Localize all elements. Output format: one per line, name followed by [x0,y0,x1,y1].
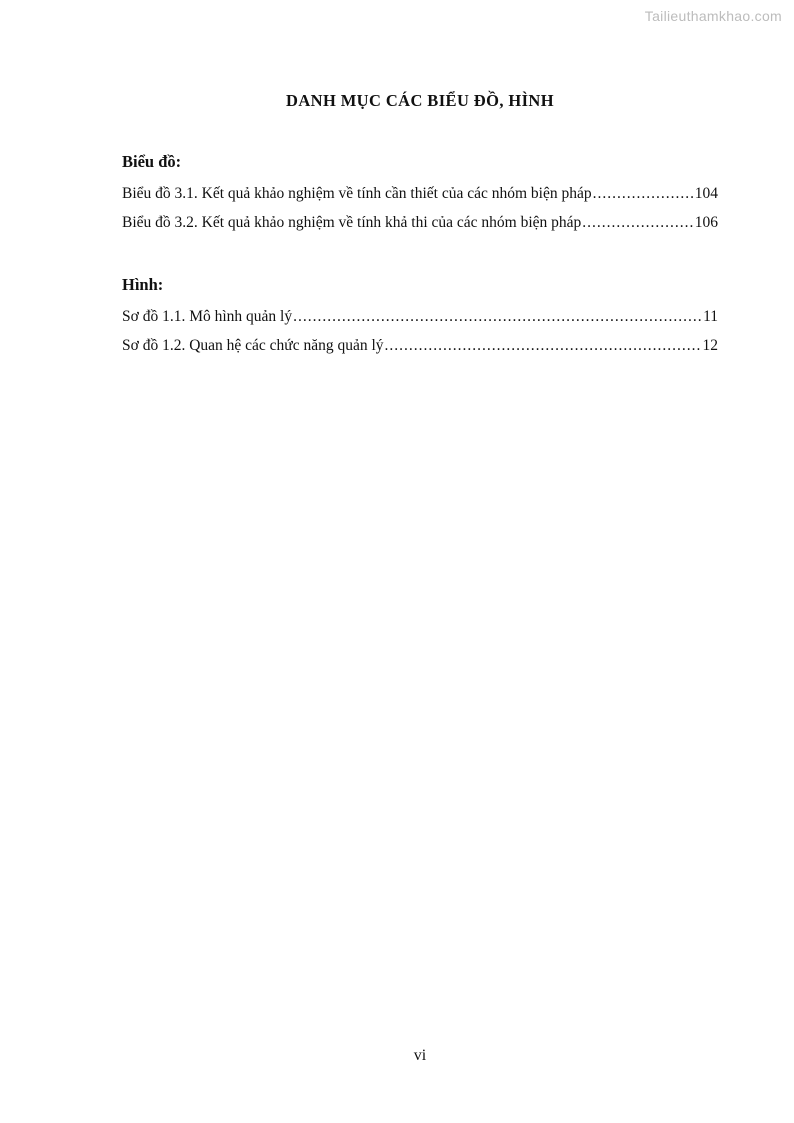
figures-toc-list [122,302,718,360]
section-figures-heading: Hình: [122,275,164,294]
section-figures [122,274,718,360]
toc-entry-page-number: 104 [694,185,718,202]
toc-entry-label: Sơ đồ 1.2. Quan hệ các chức năng quản lý [122,337,384,354]
page-content [122,0,718,360]
toc-entry-page-number: 12 [702,337,718,354]
dot-leader [293,302,702,331]
toc-entry-chart-3-2 [122,208,718,237]
charts-toc-list [122,179,718,237]
toc-entry-label: Biểu đồ 3.2. Kết quả khảo nghiệm về tính khả thi của các nhóm biện pháp [122,214,582,231]
toc-entry-label: Sơ đồ 1.1. Mô hình quản lý [122,308,293,325]
toc-entry-page-number: 106 [694,214,718,231]
dot-leader [582,208,693,237]
toc-entry-page-number: 11 [703,308,718,325]
section-charts-heading: Biểu đồ: [122,152,182,171]
toc-entry-figure-1-1 [122,302,718,331]
page-title: DANH MỤC CÁC BIỂU ĐỒ, HÌNH [286,91,554,110]
section-charts [122,151,718,237]
toc-entry-label: Biểu đồ 3.1. Kết quả khảo nghiệm về tính cần thiết của các nhóm biện pháp [122,185,592,202]
dot-leader [385,331,702,360]
toc-entry-figure-1-2 [122,331,718,360]
dot-leader [593,179,694,208]
toc-entry-chart-3-1 [122,179,718,208]
page-number-footer: vi [413,1047,427,1064]
watermark-text: Tailieuthamkhao.com [644,8,782,24]
